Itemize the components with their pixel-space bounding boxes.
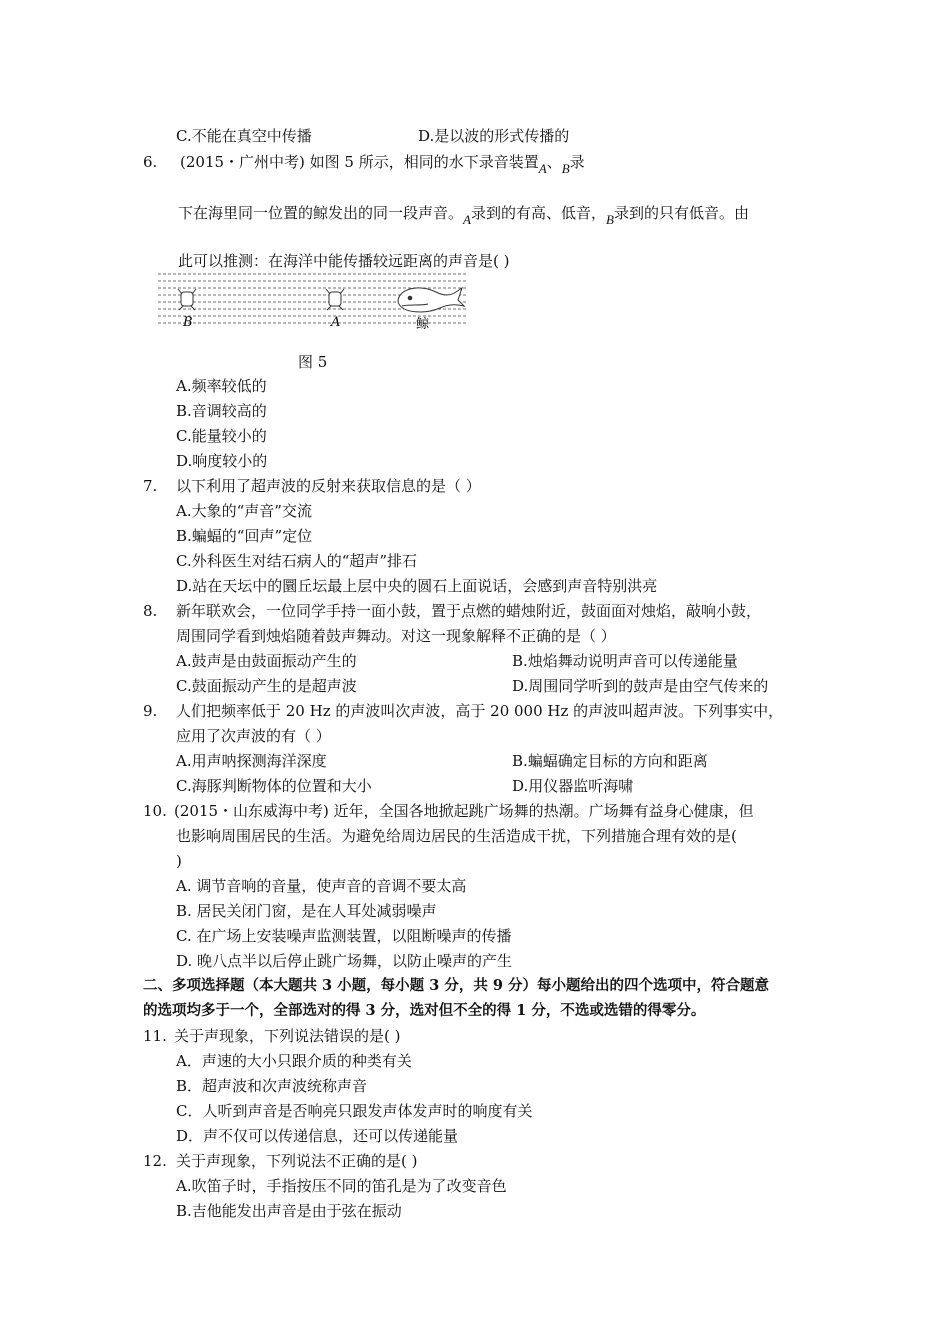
q9-option-c: C.海豚判断物体的位置和大小 <box>176 777 372 795</box>
q10-line-3: ) <box>176 852 182 870</box>
q12-option-b: B.吉他能发出声音是由于弦在振动 <box>176 1202 402 1220</box>
q6-line-1-text: (2015・广州中考) 如图 5 所示，相同的水下录音装置 <box>180 153 539 171</box>
q8-number: 8. <box>143 602 158 620</box>
q9-line-1: 人们把频率低于 20 Hz 的声波叫次声波，高于 20 000 Hz 的声波叫超声波。下列事实中， <box>176 702 784 720</box>
q6-line-2 <box>178 203 749 227</box>
q9-number: 9. <box>143 702 158 720</box>
q6-line-3: 此可以推测：在海洋中能传播较远距离的声音是( ) <box>178 252 510 270</box>
q6-line-2-text: 下在海里同一位置的鲸发出的同一段声音。 <box>178 204 464 222</box>
q7-option-a: A.大象的“声音”交流 <box>176 502 312 520</box>
q6-line-1 <box>180 152 585 176</box>
q10-option-a: A. 调节音响的音量，使声音的音调不要太高 <box>176 877 467 895</box>
figure-label-b: B <box>183 315 193 330</box>
recorder-a-icon <box>326 289 344 310</box>
q7-stem: 以下利用了超声波的反射来获取信息的是（ ） <box>176 477 481 495</box>
q6-separator: 、 <box>546 153 562 171</box>
figure-label-whale: 鲸 <box>416 317 430 332</box>
q6-line-1-end: 录 <box>569 153 585 171</box>
q6-number: 6. <box>143 153 158 171</box>
q9-line-2: 应用了次声波的有（ ） <box>176 727 331 745</box>
q11-number: 11. <box>143 1027 167 1045</box>
q10-option-b: B. 居民关闭门窗，是在人耳处减弱噪声 <box>176 902 437 920</box>
q11-option-b: B．超声波和次声波统称声音 <box>176 1077 368 1095</box>
section-2-heading-line-2: 的选项均多于一个，全部选对的得 3 分，选对但不全的得 1 分，不选或选错的得零分。 <box>143 1002 706 1019</box>
recorder-b-icon <box>178 289 196 310</box>
q11-stem: 关于声现象，下列说法错误的是( ) <box>174 1027 401 1045</box>
q6-option-c: C.能量较小的 <box>176 427 267 445</box>
q8-option-d: D.周围同学听到的鼓声是由空气传来的 <box>512 677 769 695</box>
q12-stem: 关于声现象，下列说法不正确的是( ) <box>176 1152 418 1170</box>
q10-line-1: (2015・山东威海中考) 近年，全国各地掀起跳广场舞的热潮。广场舞有益身心健康，但 <box>174 802 754 820</box>
q10-number: 10. <box>143 802 167 820</box>
q6-line-2-mid: 录到的有高、低音， <box>470 204 606 222</box>
q11-option-d: D．声不仅可以传递信息，还可以传递能量 <box>176 1127 459 1145</box>
figure-5-caption: 图 5 <box>298 353 328 371</box>
q11-option-c: C．人听到声音是否响亮只跟发声体发声时的响度有关 <box>176 1102 533 1120</box>
q10-option-d: D. 晚八点半以后停止跳广场舞，以防止噪声的产生 <box>176 952 513 970</box>
q10-option-c: C. 在广场上安装噪声监测装置，以阻断噪声的传播 <box>176 927 512 945</box>
figure-5 <box>158 270 468 332</box>
q9-option-b: B.蝙蝠确定目标的方向和距离 <box>512 752 708 770</box>
figure-label-a: A <box>331 315 341 330</box>
q7-option-d: D.站在天坛中的圜丘坛最上层中央的圆石上面说话，会感到声音特别洪亮 <box>176 577 658 595</box>
q6-option-a: A.频率较低的 <box>176 377 267 395</box>
q6-line-2-end: 录到的只有低音。由 <box>613 204 749 222</box>
q5-option-d: D.是以波的形式传播的 <box>418 127 570 145</box>
q11-option-a: A．声速的大小只跟介质的种类有关 <box>176 1052 412 1070</box>
section-2-heading-line-1: 二、多项选择题（本大题共 3 小题，每小题 3 分，共 9 分）每小题给出的四个选项中，符合题意 <box>143 977 770 994</box>
whale-icon <box>398 288 464 312</box>
q7-option-c: C.外科医生对结石病人的“超声”排石 <box>176 552 418 570</box>
q6-symbol-b-2: B <box>605 212 614 227</box>
q6-option-b: B.音调较高的 <box>176 402 267 420</box>
q5-option-c: C.不能在真空中传播 <box>176 127 312 145</box>
q10-line-2: 也影响周围居民的生活。为避免给周边居民的生活造成干扰，下列措施合理有效的是( <box>176 827 737 845</box>
q8-option-b: B.烛焰舞动说明声音可以传递能量 <box>512 652 738 670</box>
q6-option-d: D.响度较小的 <box>176 452 268 470</box>
q7-number: 7. <box>143 477 158 495</box>
q12-option-a: A.吹笛子时，手指按压不同的笛孔是为了改变音色 <box>176 1177 507 1195</box>
q8-option-c: C.鼓面振动产生的是超声波 <box>176 677 357 695</box>
q8-option-a: A.鼓声是由鼓面振动产生的 <box>176 652 357 670</box>
q6-symbol-b: B <box>561 161 570 176</box>
q6-symbol-a-2: A <box>463 212 471 227</box>
q12-number: 12. <box>143 1152 167 1170</box>
q9-option-d: D.用仪器监听海啸 <box>512 777 634 795</box>
q8-line-1: 新年联欢会，一位同学手持一面小鼓，置于点燃的蜡烛附近，鼓面面对烛焰，敲响小鼓， <box>176 602 762 620</box>
q9-option-a: A.用声呐探测海洋深度 <box>176 752 327 770</box>
q7-option-b: B.蝙蝠的“回声”定位 <box>176 527 313 545</box>
q8-line-2: 周围同学看到烛焰随着鼓声舞动。对这一现象解释不正确的是（ ） <box>176 627 616 645</box>
q6-symbol-a: A <box>538 161 547 176</box>
